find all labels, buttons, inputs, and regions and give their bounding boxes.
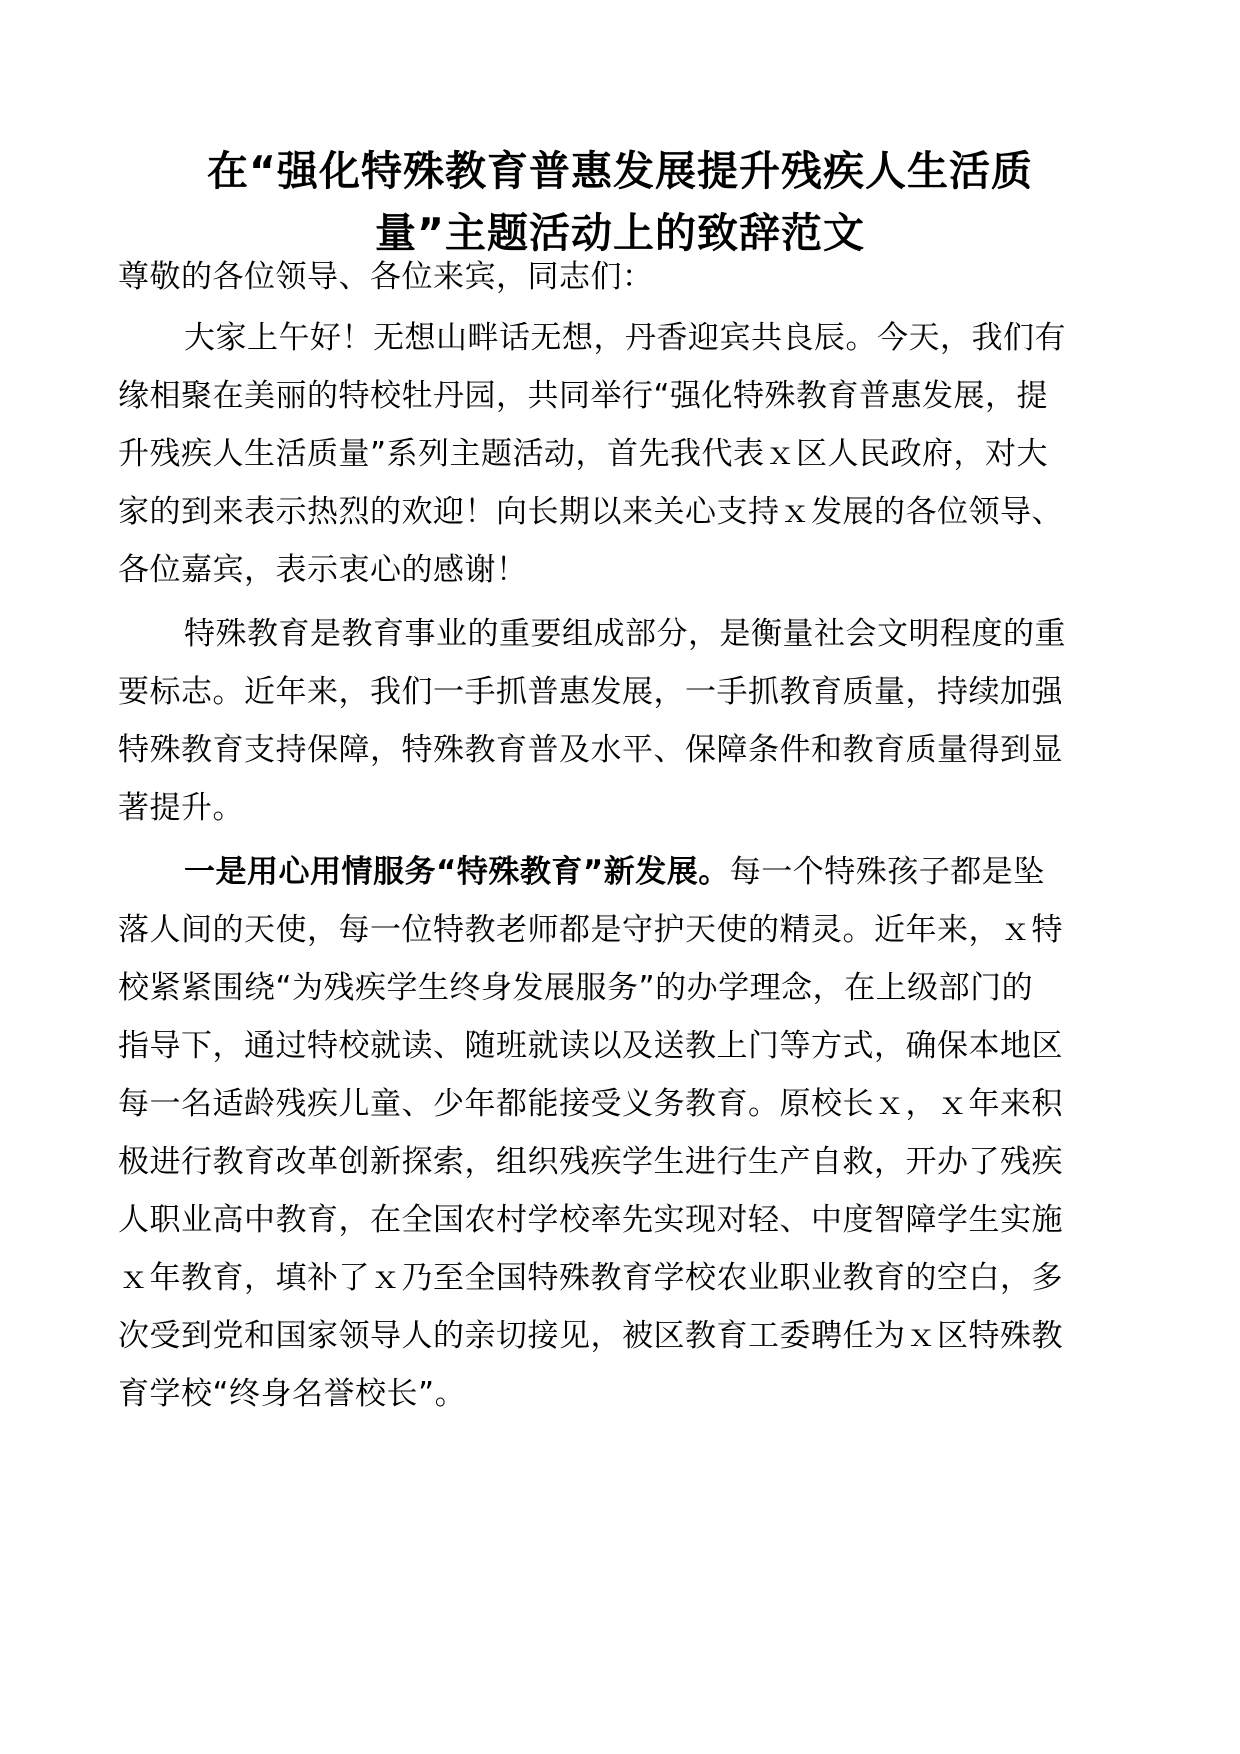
paragraph-line: 家的到来表示热烈的欢迎！向长期以来关心支持ｘ发展的各位领导、: [118, 494, 1063, 530]
paragraph-line: 极进行教育改革创新探索，组织残疾学生进行生产自救，开办了残疾: [118, 1144, 1063, 1180]
paragraph-line: 升残疾人生活质量”系列主题活动，首先我代表ｘ区人民政府，对大: [118, 436, 1049, 472]
title-line-1: 在“强化特殊教育普惠发展提升残疾人生活质: [207, 147, 1033, 195]
paragraph-line: 每一名适龄残疾儿童、少年都能接受义务教育。原校长ｘ，ｘ年来积: [118, 1086, 1063, 1122]
paragraph-line: ｘ年教育，填补了ｘ乃至全国特殊教育学校农业职业教育的空白，多: [118, 1260, 1063, 1296]
paragraph-first-line: [118, 843, 1122, 901]
section-lead-heading: 一是用心用情服务“特殊教育”新发展。: [184, 854, 730, 890]
paragraph-line: 次受到党和国家领导人的亲切接见，被区教育工委聘任为ｘ区特殊教: [118, 1318, 1063, 1354]
paragraph-line: 特殊教育支持保障，特殊教育普及水平、保障条件和教育质量得到显: [118, 732, 1063, 768]
paragraph-line: 著提升。: [118, 790, 244, 826]
paragraph-line: 落人间的天使，每一位特教老师都是守护天使的精灵。近年来，ｘ特: [118, 912, 1063, 948]
paragraph-line: 大家上午好！无想山畔话无想，丹香迎宾共良辰。今天，我们有: [184, 320, 1066, 356]
paragraph-line: 缘相聚在美丽的特校牡丹园，共同举行“强化特殊教育普惠发展，提: [118, 378, 1049, 414]
salutation: 尊敬的各位领导、各位来宾，同志们：: [118, 259, 654, 295]
paragraph-line: 要标志。近年来，我们一手抓普惠发展，一手抓教育质量，持续加强: [118, 674, 1063, 710]
first-line-rest: 每一个特殊孩子都是坠: [729, 854, 1045, 890]
paragraph-line: 各位嘉宾，表示衷心的感谢！: [118, 552, 528, 588]
document-body: [118, 248, 1122, 1429]
paragraph-special-education: [118, 605, 1122, 837]
paragraph-welcome: [118, 309, 1122, 599]
paragraph-line: 人职业高中教育，在全国农村学校率先实现对轻、中度智障学生实施: [118, 1202, 1063, 1238]
paragraph-line: 校紧紧围绕“为残疾学生终身发展服务”的办学理念，在上级部门的: [118, 970, 1034, 1006]
title-line-2: 量”主题活动上的致辞范文: [375, 209, 865, 257]
paragraph-line: 特殊教育是教育事业的重要组成部分，是衡量社会文明程度的重: [184, 616, 1066, 652]
paragraph-line: 指导下，通过特校就读、随班就读以及送教上门等方式，确保本地区: [118, 1028, 1063, 1064]
paragraph-first-point: [118, 843, 1122, 1423]
document-title: [118, 140, 1122, 264]
paragraph-line: 育学校“终身名誉校长”。: [118, 1376, 467, 1412]
